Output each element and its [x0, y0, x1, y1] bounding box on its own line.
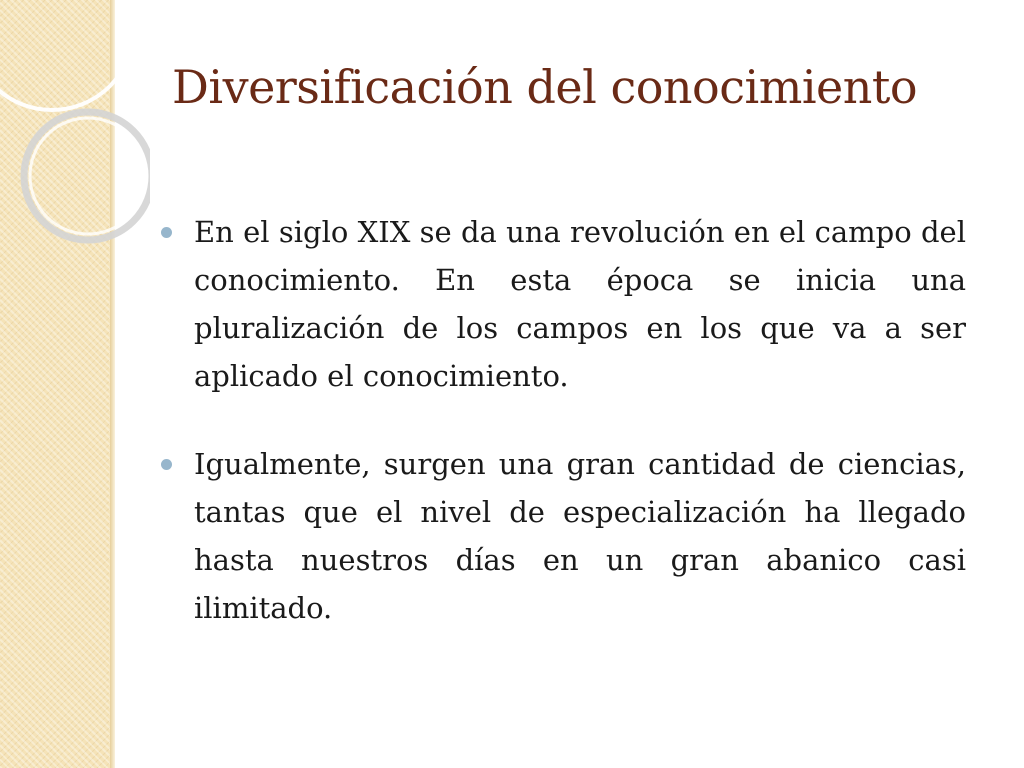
lower-ring-highlight	[30, 118, 146, 234]
bullet-text: Igualmente, surgen una gran cantidad de ciencias, tantas que el nivel de especialización ha llegado hasta nuestros días en un gran abanico casi ilimitado.	[194, 447, 966, 625]
slide-title: Diversificación del conocimiento	[172, 60, 918, 114]
bullet-dot-icon	[161, 459, 172, 470]
bullet-item	[160, 208, 966, 400]
bullet-dot-icon	[161, 227, 172, 238]
bullet-list	[160, 208, 966, 672]
lower-ring	[24, 112, 150, 240]
bullet-item	[160, 440, 966, 632]
decorative-rings-icon	[0, 0, 150, 260]
bullet-text: En el siglo XIX se da una revolución en el campo del conocimiento. En esta época se inicia una pluralización de los campos en los que va a ser aplicado el conocimiento.	[194, 215, 966, 393]
upper-ring	[0, 0, 134, 110]
